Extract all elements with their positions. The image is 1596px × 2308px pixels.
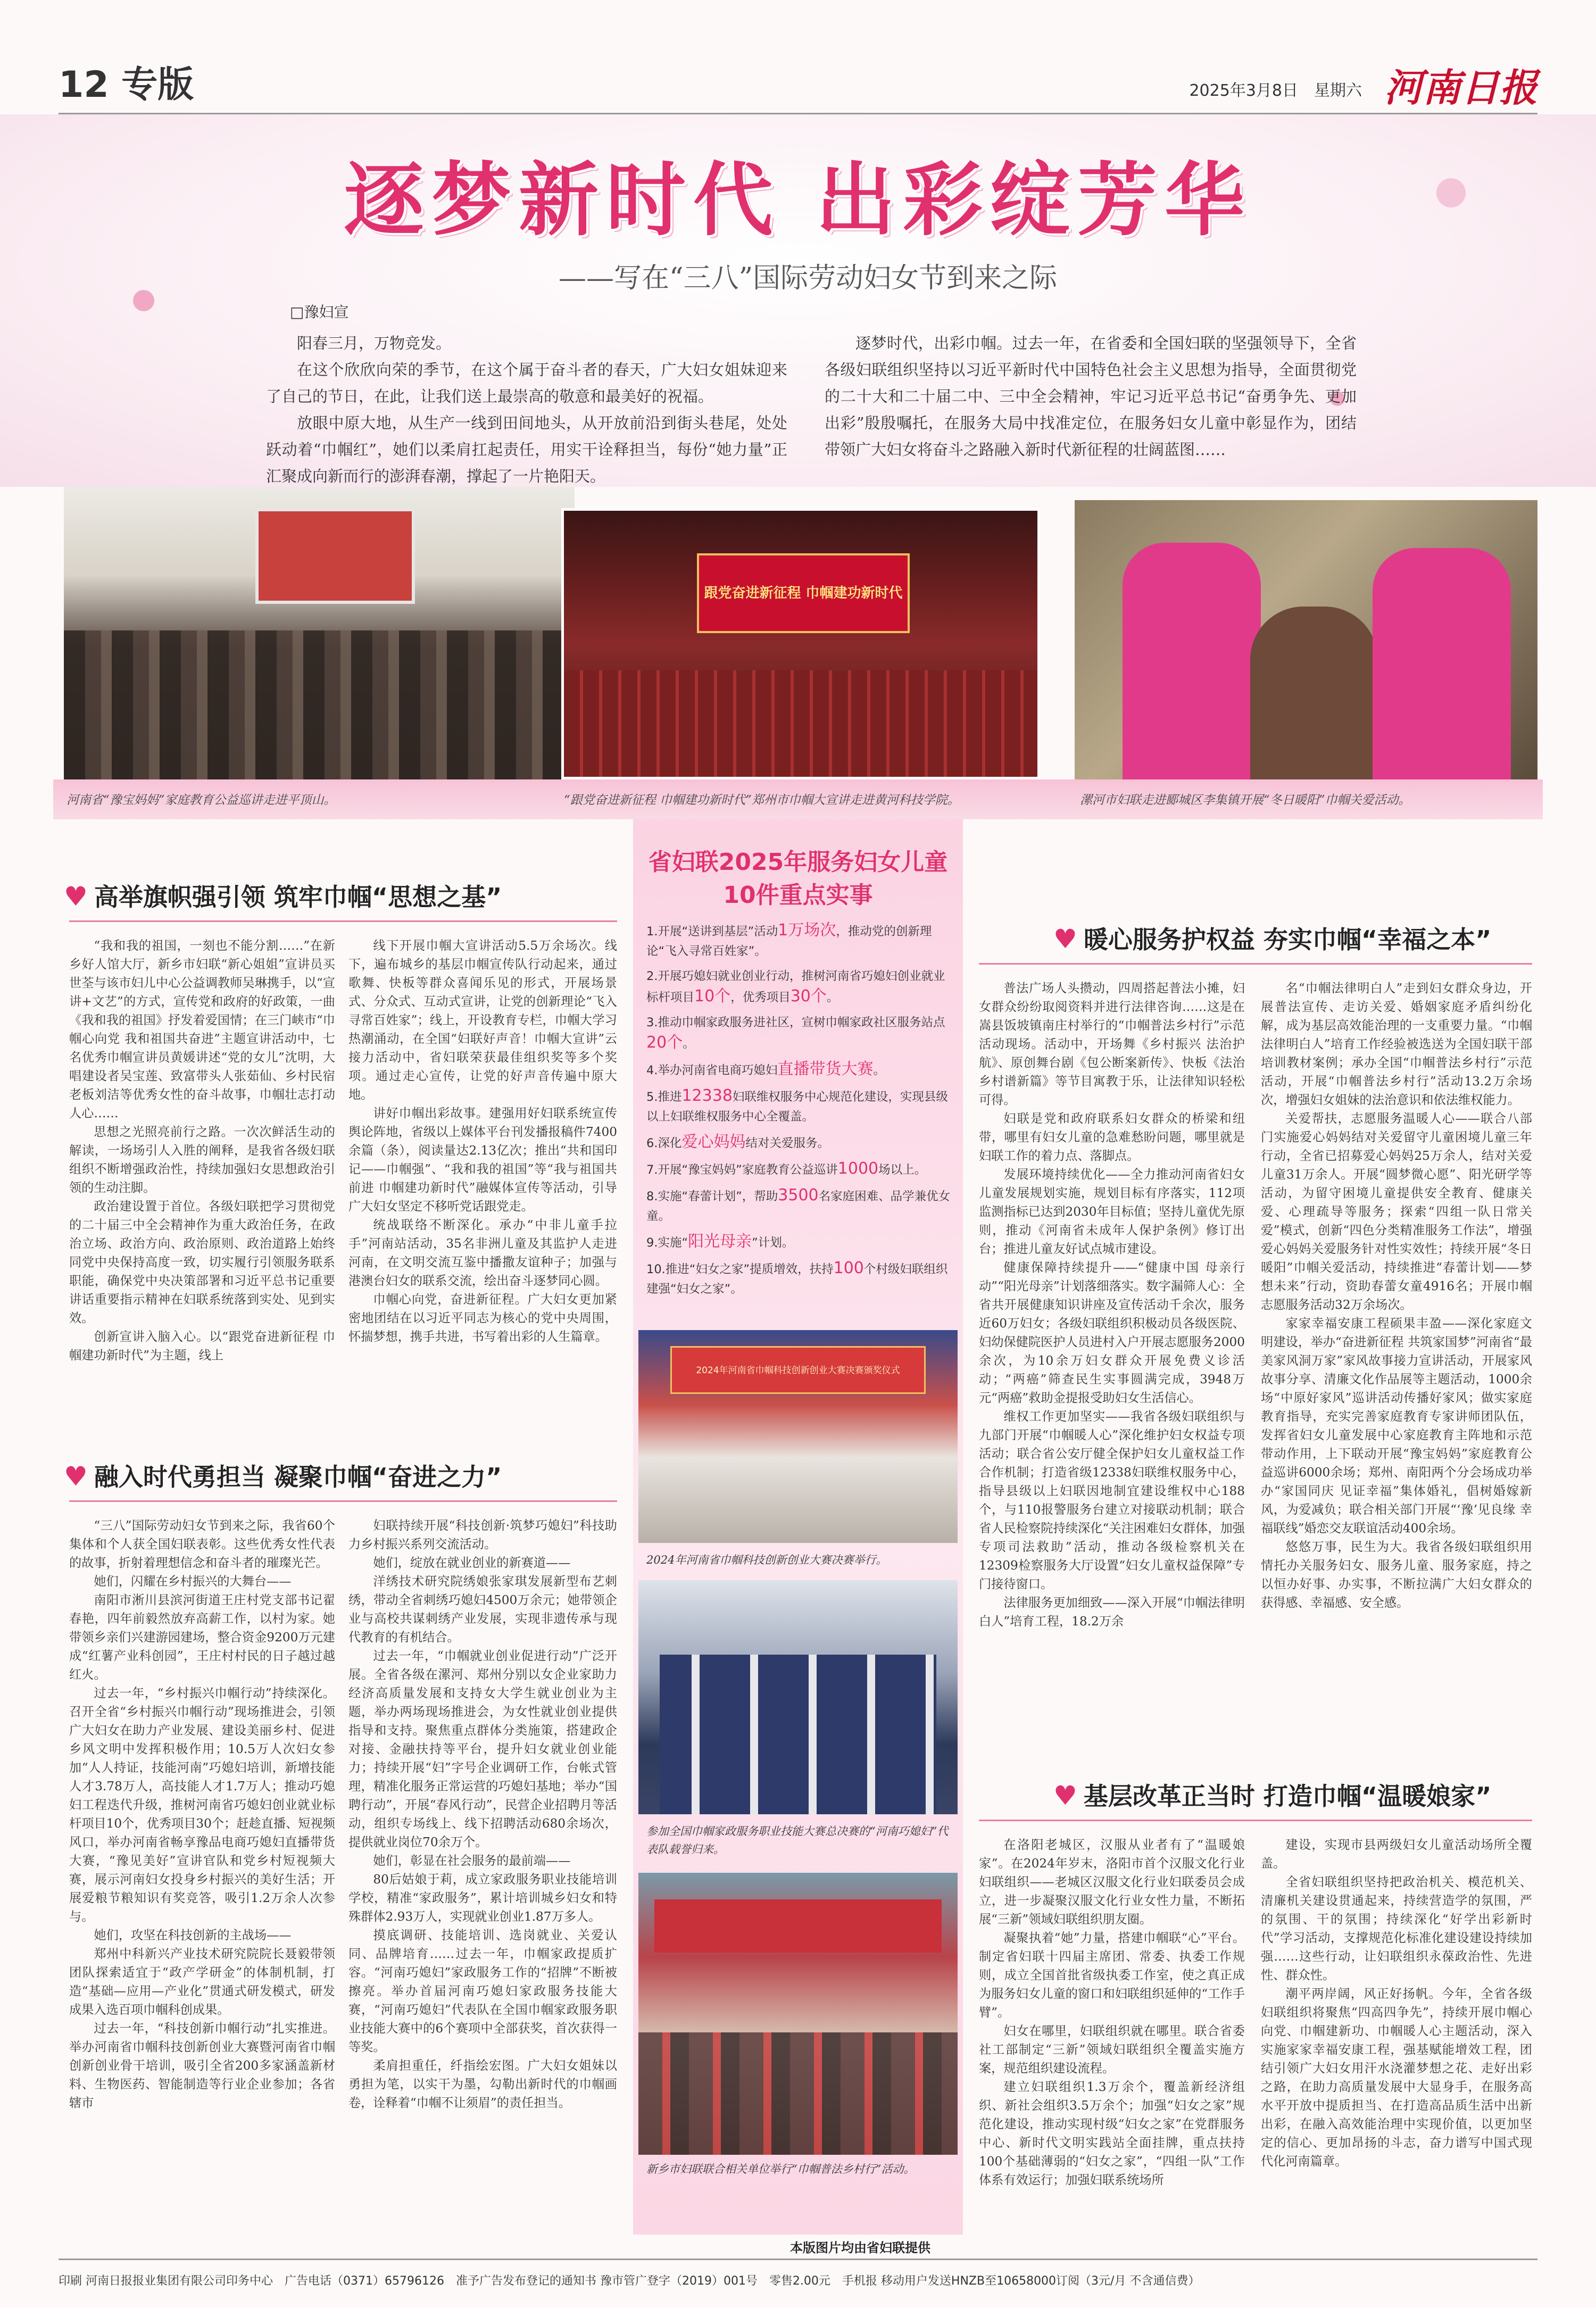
heart-icon: ♥ [1053,1780,1077,1811]
auditorium-seats [564,670,1037,777]
article-column [348,1516,617,2112]
paragraph: 洋绣技术研究院绣娘张家琪发展新型布艺刺绣，带动全省刺绣巧媳妇4500万余元；她带领企业与高校共谋刺绣产业发展，实现非遗传承与现代教育的有机结合。 [348,1574,617,1645]
paragraph: 潮平两岸阔，风正好扬帆。今年，全省各级妇联组织将聚焦“四高四争先”，持续开展巾帼心向党、巾帼建新功、巾帼暖人心主题活动，深入实施家家幸福安康工程，强基赋能增效工程，团结引领广大妇女用汗水浇灌梦想之花、走好出彩之路，在助力高质量发展中大显身手，在服务高水平开放中提质担当、在打造高品质生活中出新出彩，在融入高效能治理中实现价值，以更加坚定的信心、更加昂扬的斗志，奋力谱写中国式现代化河南篇章。 [1261,1987,1532,2169]
paragraph: 维权工作更加坚实——我省各级妇联组织与九部门开展“巾帼暖人心”深化维护妇女权益专项活动；联合省公安厅健全保护妇女儿童权益工作合作机制；打造省级12338妇联维权服务中心，指导县级以上妇联因地制宜建设维权中心188个，与110报警服务台建立对接联动机制；联合省人民检察院持续深化“关注困难妇女群体，加强专项司法救助”活动，推动各级检察机关在12309检察服务大厅设置“妇女儿童权益保障”专门接待窗口。 [979,1409,1245,1591]
photo-caption: 漯河市妇联走进郾城区李集镇开展“冬日暖阳”巾帼关爱活动。 [1080,793,1411,807]
paragraph: 郑州中科新兴产业技术研究院院长聂毅带领团队探索适宜于“政产学研金”的体制机制，打造“基础—应用—产业化”贯通式研发模式，研发成果入选百项巾帼科创成果。 [69,1947,335,2017]
section-heading [1053,920,1491,956]
decoration-dot [133,290,154,311]
paragraph: 妇联持续开展“科技创新·筑梦巧媳妇”科技助力乡村振兴系列交流活动。 [348,1518,617,1551]
paragraph: 家家幸福安康工程硕果丰盈——深化家庭文明建设，举办“奋进新征程 共筑家国梦”河南省“最美家风洞万家”家风故事接力宣讲活动，开展家风故事分享、清廉文化作品展等主题活动，1000余场“中原好家风”巡讲活动传播好家风；做实家庭教育指导，充实完善家庭教育专家讲师团队伍，发挥省妇女儿童发展中心家庭教育主阵地和示范带动作用，上下联动开展“豫宝妈妈”家庭教育公益巡讲6000余场；郑州、南阳两个分会场成功举办“家国同庆 见证幸福”集体婚礼，倡树婚嫁新风，为爱减负；联合相关部门开展“‘豫’见良缘 幸福联线”婚恋交友联谊活动400余场。 [1261,1316,1532,1535]
photo-elder-care [1075,500,1537,782]
paragraph: 健康保障持续提升——“健康中国 母亲行动”“阳光母亲”计划落细落实。数字漏筛人心：全省共开展健康知识讲座及宣传活动千余次，服务近60万妇女；各级妇联组织积极动员各级医院、妇幼保健院医护人员进村入户开展志愿服务2000余次，为10余万妇女群众开展免费义诊活动；“两癌”筛查民生实事圆满完成，3948万元“两癌”救助金提报受助妇女生活信心。 [979,1260,1245,1405]
photo-credit: 本版图片均由省妇联提供 [790,2240,930,2255]
intro-paragraph: 放眼中原大地，从生产一线到田间地头，从开放前沿到街头巷尾，处处跃动着“巾帼红”，她们以柔肩扛起责任，用实干诠释担当，每份“她力量”正汇聚成向新而行的澎湃春潮，撑起了一片艳阳天。 [266,414,787,485]
page-number: 12 专版 [59,64,194,106]
article-column [1261,1836,1532,2171]
article-column [348,936,617,1346]
photo-contest-ceremony [638,1330,958,1543]
paragraph: 她们，彰显在社会服务的最前端—— [373,1854,571,1868]
paragraph: 建立妇联组织1.3万余个，覆盖新经济组织、新社会组织3.5万余个；加强“妇女之家”规范化建设，推动实现村级“妇女之家”在党群服务中心、新时代文明实践站全面挂牌，重点扶持100个基础薄弱的“妇女之家”，“四组一队”工作体系有效运行；加强妇联系统场所 [979,2080,1245,2187]
ceremony-banner-text: 2024年河南省巾帼科技创新创业大赛决赛颁奖仪式 [696,1365,900,1376]
paragraph: 80后姑娘于莉，成立家政服务职业技能培训学校，精准“家政服务”，累计培训城乡妇女和特殊群体2.93万人，实现就业创业1.87万多人。 [348,1872,617,1924]
photo-team-return [638,1580,958,1814]
paragraph: “我和我的祖国，一刻也不能分割……”在新乡好人馆大厅，新乡市妇联“新心姐姐”宣讲员买世荃与该市妇儿中心公益调教师吴琳携手，以“宣讲+文艺”的方式，宣传党和政府的好政策，一曲《我和我的祖国》抒发着爱国情；在三门峡市“巾帼心向党 我和祖国共奋进”主题宣讲活动中，七名优秀巾帼宣讲员黄媛讲述“党的女儿”沈明，大唱建设者吴宝莲、致富带头人张茹仙、乡村民宿老板刘洁等优秀女性的奋斗故事，巾帼壮志打动人心…… [69,939,335,1120]
photo-auditorium [561,508,1040,779]
paragraph: 巾帼心向党，奋进新征程。广大妇女更加紧密地团结在以习近平同志为核心的党中央周围，怀揣梦想，携手共进，书写着出彩的人生篇章。 [348,1292,617,1344]
stage-banner-text: 跟党奋进新征程 巾帼建功新时代 [704,585,903,601]
paragraph: 在洛阳老城区，汉服从业者有了“温暖娘家”。在2024年岁末，洛阳市首个汉服文化行业妇联组织——老城区汉服文化行业妇联委员会成立，进一步凝聚汉服文化行业女性力量，不断拓展“三新”领域妇联组织朋友圈。 [979,1838,1245,1927]
heart-icon: ♥ [1053,924,1077,954]
key-task-item: 2.开展巧媳妇就业创业行动，推树河南省巧媳妇创业就业标杆项目10个，优秀项目30个。 [646,969,945,1006]
paragraph: 关爱帮扶，志愿服务温暖人心——联合八部门实施爱心妈妈结对关爱留守儿童困境儿童三年行动，全省已招募爱心妈妈25万余人，结对关爱儿童31万余人。开展“圆梦微心愿”、阳光研学等活动，为留守困境儿童提供安全教育、健康关爱、心理疏导等服务；探索“四组一队日常关爱”模式，创新“四色分类精准服务工作法”，增强爱心妈妈关爱服务针对性实效性；持续开展“冬日暖阳”巾帼关爱活动，持续推进“春蕾计划——梦想未来”行动，资助春蕾女童4916名；开展巾帼志愿服务活动32万余场次。 [1261,1111,1532,1312]
key-task-item: 7.开展“豫宝妈妈”家庭教育公益巡讲1000场以上。 [646,1159,927,1178]
paragraph: 名“巾帼法律明白人”走到妇女群众身边，开展普法宣传、走访关爱、婚姻家庭矛盾纠纷化解，成为基层高效能治理的一支重要力量。“巾帼法律明白人”培育工作经验被选送为全国妇联干部培训教材案例；承办全国“巾帼普法乡村行”示范活动，开展“巾帼普法乡村行”活动13.2万余场次，增强妇女姐妹的法治意识和依法维权能力。 [1261,981,1532,1107]
divider [69,920,617,922]
paragraph: 过去一年，“乡村振兴巾帼行动”持续深化。召开全省“乡村振兴巾帼行动”现场推进会，引领广大妇女在助力产业发展、建设美丽乡村、促进乡风文明中发挥积极作用；10.5万人次妇女参加“人人持证，技能河南”巧媳妇培训，新增技能人才3.78万人，高技能人才1.7万人；推动巧媳妇工程迭代升级，推树河南省巧媳妇创业就业标杆项目10个，优秀项目30个；赶趁直播、短视频风口，举办河南省畅享豫品电商巧媳妇直播带货大赛，“豫见美好”宣讲官队和党乡村短视频大赛，展示河南妇女投身乡村振兴的美好生活；开展爱粮节粮知识有奖竞答，吸引1.2万余人次参与。 [69,1686,335,1924]
article-column [69,1516,335,2112]
key-task-item: 8.实施“春蕾计划”，帮助3500名家庭困难、品学兼优女童。 [646,1186,951,1223]
ceremony-banner [670,1346,926,1394]
key-tasks-list [646,920,955,1305]
article-column [1261,979,1532,1612]
photo-caption: 2024年河南省巾帼科技创新创业大赛决赛举行。 [646,1554,887,1566]
author-byline: □豫妇宣 [290,303,349,321]
volunteer-figure [1373,548,1511,782]
paragraph: 摸底调研、技能培训、选岗就业、关爱认同、品牌培育……过去一年，巾帼家政提质扩容。“河南巧媳妇”家政服务工作的“招牌”不断被擦亮。举办首届河南巧媳妇家政服务技能大赛，“河南巧媳妇”代表队在全国巾帼家政服务职业技能大赛中的6个赛项中全部获奖，首次获得一等奖。 [348,1928,617,2054]
photo-caption: 新乡市妇联联合相关单位举行“巾帼普法乡村行”活动。 [646,2163,915,2176]
key-task-item: 6.深化爱心妈妈结对关爱服务。 [646,1133,829,1151]
paragraph: 思想之光照亮前行之路。一次次鲜活生动的解读，一场场引人入胜的阐释，是我省各级妇联组织不断增强政治性，持续加强妇女思想政治引领的生动注脚。 [69,1125,335,1195]
key-tasks-title [633,846,963,912]
photo-caption: “跟党奋进新征程 巾帼建功新时代”郑州市巾帼大宣讲走进黄河科技学院。 [564,793,960,807]
paragraph: 过去一年，“巾帼就业创业促进行动”广泛开展。全省各级在漯河、郑州分别以女企业家助力经济高质量发展和支持女大学生就业创业为主题，举办两场现场推进会，为女性就业创业提供指导和支持。聚焦重点群体分类施策，搭建政企对接、金融扶持等平台，提升妇女就业创业能力；持续开展“妇”字号企业调研工作，台帐式管理，精准化服务正常运营的巧媳妇基地；举办“国聘行动”，开展“春风行动”，民营企业招聘月等活动，组织专场线上、线下招聘活动680余场次，提供就业岗位70余万个。 [348,1649,617,1849]
newspaper-logo: 河南日报 [1384,65,1537,110]
paragraph: 全省妇联组织坚持把政治机关、模范机关、清廉机关建设贯通起来，持续营造学的氛围，严的氛围、干的氛围；持续深化“好学出彩新时代”学习活动，支撑规范化标准化建设建设持续加强……这些行动，让妇联组织永葆政治性、先进性、群众性。 [1261,1875,1532,1982]
key-task-item: 9.实施“阳光母亲”计划。 [646,1232,794,1251]
paragraph: 建设，实现市县两级妇女儿童活动场所全覆盖。 [1261,1838,1532,1871]
divider [69,1500,617,1502]
paragraph: 过去一年，“科技创新巾帼行动”扎实推进。举办河南省巾帼科技创新创业大赛暨河南省巾帼创新创业骨干培训，吸引全省200多家涵盖新材料、生物医药、智能制造等行业企业参加；各省辖市 [69,2021,335,2110]
audience [64,630,575,782]
paragraph: 普法广场人头攒动，四周搭起普法小摊，妇女群众纷纷取阅资料并进行法律咨询……这是在嵩县饭坡镇南庄村举行的“巾帼普法乡村行”示范活动现场。活动中，开场舞《乡村振兴 法治护航》、原创舞台剧《包公断案新传》、快板《法治乡村谱新篇》等节目寓教于乐，让法律知识轻松可得。 [979,981,1245,1107]
stage-banner [697,553,910,633]
projection-screen [255,508,415,604]
article-column [69,936,335,1365]
section-heading [64,1458,502,1493]
outreach-banner [654,1899,942,1953]
section-title: 融入时代勇担当 凝聚巾帼“奋进之力” [94,1463,502,1491]
key-task-item: 1.开展“送讲到基层”活动1万场次，推动党的创新理论“飞入寻常百姓家”。 [646,921,932,958]
divider [979,963,1532,965]
section-title: 暖心服务护权益 夯实巾帼“幸福之本” [1083,925,1492,954]
paragraph: 悠悠万事，民生为大。我省各级妇联组织用情托办关服务妇女、服务儿童、服务家庭，持之以恒办好事、办实事，不断拉满广大妇女群众的获得感、幸福感、安全感。 [1261,1540,1532,1610]
elder-figure [1250,607,1378,782]
photo-law-outreach [638,1873,958,2155]
divider [979,1820,1532,1821]
section-heading [1053,1777,1491,1812]
paragraph: 她们，闪耀在乡村振兴的大舞台—— [94,1574,292,1589]
volunteer-figure [1123,543,1261,782]
key-task-item: 10.推进“妇女之家”提质增效，扶持100个村级妇联组织建强“妇女之家”。 [646,1259,948,1296]
photo-lecture-hall [64,487,575,782]
photo-caption: 河南省“豫宝妈妈”家庭教育公益巡讲走进平顶山。 [66,793,336,807]
heart-icon: ♥ [64,881,88,912]
paragraph: 她们，绽放在就业创业的新赛道—— [373,1556,571,1570]
key-task-item: 4.举办河南省电商巧媳妇直播带货大赛。 [646,1060,885,1078]
photo-caption: 参加全国巾帼家政服务职业技能大赛总决赛的“河南巧媳妇”代表队载誉归来。 [646,1825,949,1856]
paragraph: 她们，攻坚在科技创新的主战场—— [94,1928,292,1942]
paragraph: 南阳市淅川县滨河街道王庄村党支部书记翟春艳，四年前毅然放弃高薪工作，以村为家。她带领乡亲们兴建游园建场，整合资金9200万元建成“红薯产业科创园”，王庄村村民的日子越过越红火。 [69,1593,335,1682]
crowd [638,2032,958,2155]
paragraph: 创新宣讲入脑入心。以“跟党奋进新征程 巾帼建功新时代”为主题，线上 [69,1330,335,1363]
intro-paragraph: 在这个欣欣向荣的季节，在这个属于奋斗者的春天，广大妇女姐妹迎来了自己的节日，在此，让我们送上最崇高的敬意和最美好的祝福。 [266,361,787,405]
paragraph: 法律服务更加细致——深入开展“巾帼法律明白人”培育工程，18.2万余 [979,1596,1245,1629]
footer-imprint: 印刷 河南日报报业集团有限公司印务中心 广告电话（0371）65796126 准予广告发布登记的通知书 豫市管广登字（2019）001号 零售2.00元 手机报 移动用户发送HNZB至10658000订阅（3元/月 不含通信费） [59,2259,1537,2288]
intro-paragraph: 逐梦时代，出彩巾帼。过去一年，在省委和全国妇联的坚强领导下，全省各级妇联组织坚持以习近平新时代中国特色社会主义思想为指导，全面贯彻党的二十大和二十届二中、三中全会精神，牢记习近平总书记“奋勇争先、更加出彩”殷殷嘱托，在服务大局中找准定位，在服务妇女儿童中彰显作为，团结带领广大妇女将奋斗之路融入新时代新征程的壮阔蓝图…… [825,334,1357,459]
team-members [660,1655,936,1814]
paragraph: “三八”国际劳动妇女节到来之际，我省60个集体和个人获全国妇联表彰。这些优秀女性代表的故事，折射着理想信念和奋斗者的璀璨光芒。 [69,1518,335,1570]
article-column [979,979,1245,1631]
section-title: 高举旗帜强引领 筑牢巾帼“思想之基” [94,883,502,911]
masthead [59,51,1537,114]
paragraph: 线下开展巾帼大宣讲活动5.5万余场次。线下，遍布城乡的基层巾帼宣传队行动起来，通过歌舞、快板等群众喜闻乐见的形式，开展场景式、分众式、互动式宣讲，让党的创新理论“飞入寻常百姓家”；线上，开设教育专栏，巾帼大学习热潮涌动，在全国“妇联好声音！巾帼大宣讲”云接力活动中，省妇联荣获最佳组织奖等多个奖项。通过走心宣传，让党的好声音传遍中原大地。 [348,939,617,1102]
paragraph: 妇联是党和政府联系妇女群众的桥梁和纽带，哪里有妇女儿童的急难愁盼问题，哪里就是妇联工作的着力点、落脚点。 [979,1111,1245,1163]
paragraph: 发展环境持续优化——全力推动河南省妇女儿童发展规划实施，规划目标有序落实，112项监测指标已达到2030年目标值；坚持儿童优先原则，推动《河南省未成年人保护条例》修订出台；推进儿童友好试点城市建设。 [979,1167,1245,1256]
issue-date: 2025年3月8日 星期六 [1189,81,1362,100]
title-area [0,114,1596,487]
intro-left [266,330,787,489]
paragraph: 妇女在哪里，妇联组织就在哪里。联合省委社工部制定“三新”领域妇联组织全覆盖实施方案，规范组织建设流程。 [979,2024,1245,2075]
intro-paragraph: 阳春三月，万物竞发。 [297,334,452,352]
article-column [979,1836,1245,2189]
paragraph: 讲好巾帼出彩故事。建强用好妇联系统宣传舆论阵地，省级以上媒体平台刊发播报稿件7400余篇（条），阅读量达2.13亿次；推出“共和国印记——巾帼强”、“我和我的祖国”等“我与祖国共前进 巾帼建功新时代”融媒体宣传等活动，引导广大妇女坚定不移听党话跟党走。 [348,1106,617,1214]
key-tasks-box [633,819,963,2235]
paragraph: 统战联络不断深化。承办“中非儿童手拉手”河南站活动，35名非洲儿童及其监护人走进河南，在文明交流互鉴中播撒友谊种子；加强与港澳台妇女的联系交流，绘出奋斗逐梦同心圆。 [348,1218,617,1288]
page-title: 逐梦新时代 出彩绽芳华 [344,154,1252,247]
page-subtitle: ——写在“三八”国际劳动妇女节到来之际 [559,262,1058,294]
paragraph: 柔肩担重任，纤指绘宏图。广大妇女姐妹以勇担为笔，以实干为墨，勾勒出新时代的巾帼画卷，诠释着“巾帼不让须眉”的责任担当。 [348,2058,617,2110]
intro-right [825,330,1357,463]
key-task-item: 5.推进12338妇联维权服务中心规范化建设，实现县级以上妇联维权服务中心全覆盖。 [646,1086,948,1124]
key-tasks-title-line: 省妇联2025年服务妇女儿童 [648,849,948,876]
heart-icon: ♥ [64,1461,88,1492]
paragraph: 政治建设置于首位。各级妇联把学习贯彻党的二十届三中全会精神作为重大政治任务，在政治立场、政治方向、政治原则、政治道路上始终同党中央保持高度一致，切实履行引领服务联系职能，确保党中央决策部署和习近平总书记重要讲话重要指示精神在妇联系统落到实处、见到实效。 [69,1199,335,1325]
key-tasks-title-line: 10件重点实事 [723,882,873,909]
paragraph: 凝聚执着“她”力量，搭建巾帼联“心”平台。制定省妇联十四届主席团、常委、执委工作规则，成立全国首批省级执委工作室，使之真正成为服务妇女儿童的窗口和妇联组织延伸的“工作手臂”。 [979,1931,1245,2020]
key-task-item: 3.推动巾帼家政服务进社区，宣树巾帼家政社区服务站点20个。 [646,1016,945,1052]
section-heading [64,878,502,913]
section-title: 基层改革正当时 打造巾帼“温暖娘家” [1083,1782,1492,1811]
